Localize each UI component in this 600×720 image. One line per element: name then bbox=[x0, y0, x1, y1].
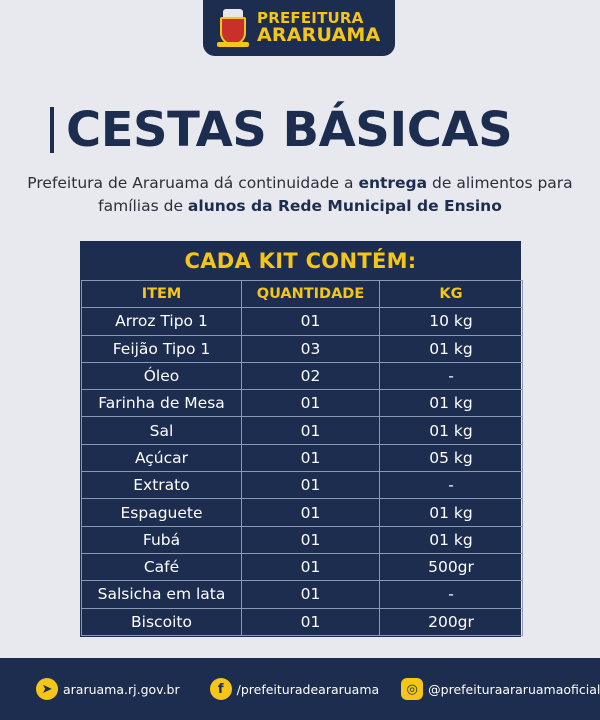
table-row bbox=[82, 581, 523, 608]
facebook-icon: f bbox=[210, 678, 232, 700]
table-row bbox=[82, 472, 523, 499]
cell-item: Açúcar bbox=[82, 444, 242, 471]
cell-item: Arroz Tipo 1 bbox=[82, 308, 242, 335]
cell-quantity: 01 bbox=[242, 526, 380, 553]
cell-item: Óleo bbox=[82, 362, 242, 389]
cell-item: Salsicha em lata bbox=[82, 581, 242, 608]
cell-kg: - bbox=[380, 581, 523, 608]
cell-kg: - bbox=[380, 362, 523, 389]
table-row bbox=[82, 335, 523, 362]
cell-quantity: 01 bbox=[242, 553, 380, 580]
cell-quantity: 02 bbox=[242, 362, 380, 389]
instagram-text: @prefeituraararuamaoficial bbox=[428, 681, 600, 697]
cell-kg: 01 kg bbox=[380, 335, 523, 362]
website-text: araruama.rj.gov.br bbox=[63, 681, 180, 697]
table-row bbox=[82, 608, 523, 635]
cell-kg: 01 kg bbox=[380, 526, 523, 553]
cell-item: Extrato bbox=[82, 472, 242, 499]
table-row bbox=[82, 390, 523, 417]
instagram-link[interactable] bbox=[401, 678, 600, 700]
logo-line-1: PREFEITURA bbox=[257, 9, 364, 27]
column-header-quantity: QUANTIDADE bbox=[242, 281, 380, 308]
kit-title: CADA KIT CONTÉM: bbox=[184, 249, 417, 273]
logo bbox=[203, 0, 395, 56]
cell-kg: 01 kg bbox=[380, 417, 523, 444]
logo-line-2: ARARUAMA bbox=[257, 24, 381, 46]
facebook-text: /prefeituradeararuama bbox=[236, 681, 380, 697]
cell-kg: 01 kg bbox=[380, 499, 523, 526]
kit-table-panel bbox=[80, 241, 521, 637]
cell-quantity: 01 bbox=[242, 581, 380, 608]
cell-kg: 10 kg bbox=[380, 308, 523, 335]
cell-item: Café bbox=[82, 553, 242, 580]
subtitle: Prefeitura de Araruama dá continuidade a entrega de alimentos para famílias de alunos da Rede Municipal de Ensino bbox=[27, 174, 573, 215]
cell-quantity: 01 bbox=[242, 608, 380, 635]
column-header-kg: KG bbox=[380, 281, 523, 308]
kit-table bbox=[81, 280, 523, 636]
coat-of-arms-icon bbox=[217, 9, 249, 47]
table-header-row bbox=[82, 281, 523, 308]
instagram-icon: ◎ bbox=[401, 678, 423, 700]
table-row bbox=[82, 308, 523, 335]
cell-quantity: 01 bbox=[242, 499, 380, 526]
cell-quantity: 03 bbox=[242, 335, 380, 362]
page-title: CESTAS BÁSICAS bbox=[66, 102, 513, 158]
table-row bbox=[82, 417, 523, 444]
cell-kg: 05 kg bbox=[380, 444, 523, 471]
table-row bbox=[82, 362, 523, 389]
cell-item: Feijão Tipo 1 bbox=[82, 335, 242, 362]
cell-item: Farinha de Mesa bbox=[82, 390, 242, 417]
cell-quantity: 01 bbox=[242, 472, 380, 499]
table-row bbox=[82, 499, 523, 526]
title-accent-bar bbox=[50, 107, 54, 153]
table-row bbox=[82, 553, 523, 580]
cell-kg: - bbox=[380, 472, 523, 499]
cell-kg: 200gr bbox=[380, 608, 523, 635]
cell-kg: 01 kg bbox=[380, 390, 523, 417]
table-row bbox=[82, 526, 523, 553]
cell-quantity: 01 bbox=[242, 308, 380, 335]
column-header-item: ITEM bbox=[82, 281, 242, 308]
cell-kg: 500gr bbox=[380, 553, 523, 580]
footer bbox=[0, 658, 600, 720]
cursor-icon: ➤ bbox=[36, 678, 58, 700]
table-row bbox=[82, 444, 523, 471]
cell-item: Fubá bbox=[82, 526, 242, 553]
facebook-link[interactable] bbox=[210, 678, 380, 700]
cell-quantity: 01 bbox=[242, 444, 380, 471]
cell-quantity: 01 bbox=[242, 390, 380, 417]
cell-item: Biscoito bbox=[82, 608, 242, 635]
cell-quantity: 01 bbox=[242, 417, 380, 444]
cell-item: Espaguete bbox=[82, 499, 242, 526]
cell-item: Sal bbox=[82, 417, 242, 444]
website-link[interactable] bbox=[36, 678, 180, 700]
